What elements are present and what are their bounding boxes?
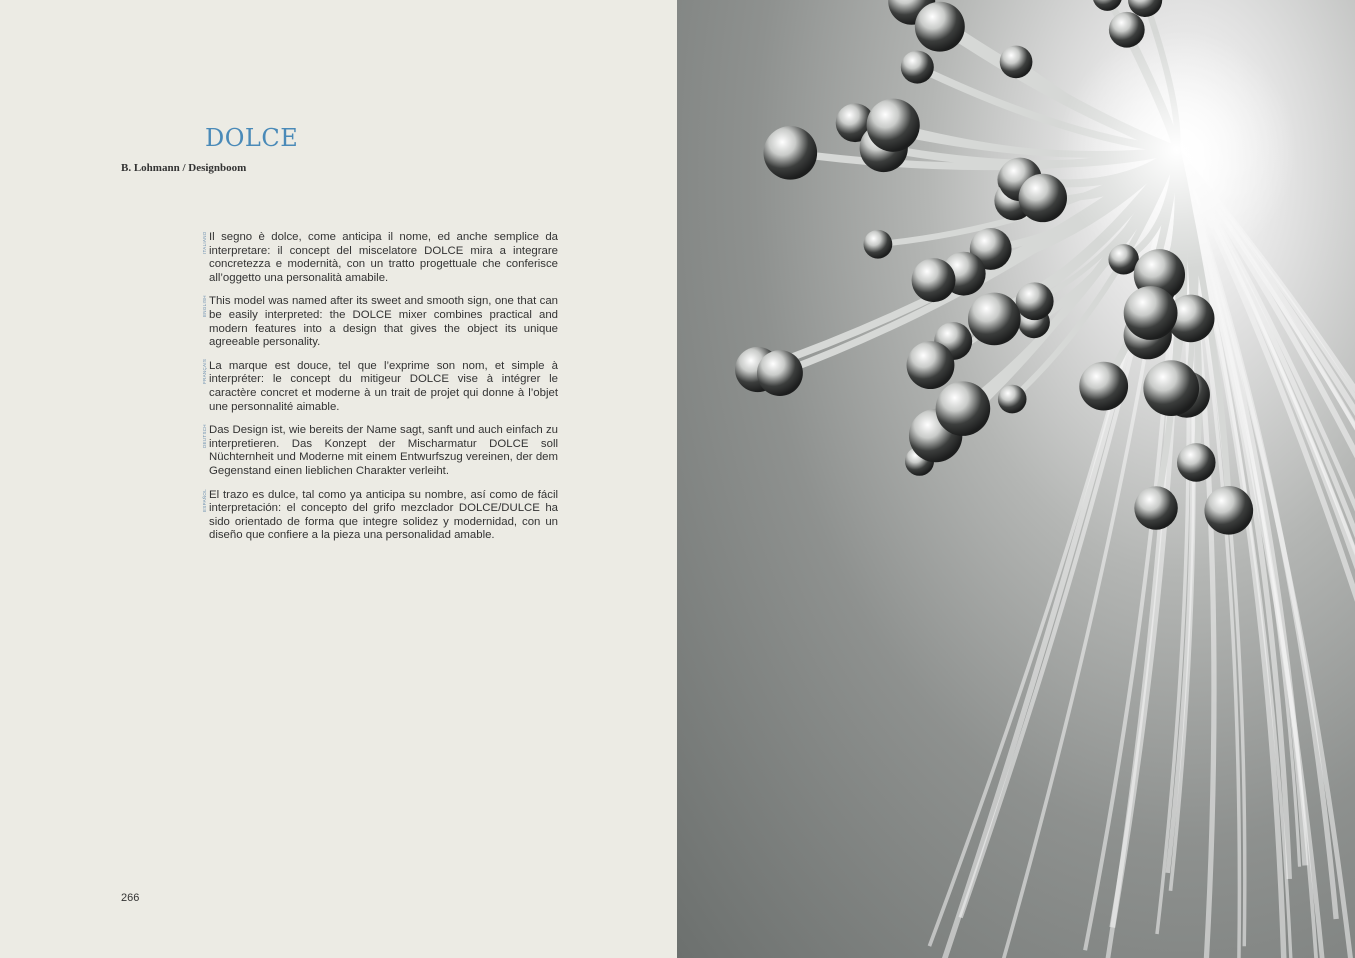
paragraph-italiano [198,231,558,285]
language-label: ESPAÑOL [202,488,207,512]
paragraph-english [198,295,558,349]
chrome-sphere [1019,174,1067,222]
chrome-sphere [1000,46,1033,79]
chrome-sphere [998,385,1027,414]
paragraph-text: El trazo es dulce, tal como ya anticipa su nombre, así como de fácil interpretación: el concepto del grifo mezclador DOLCE/DULCE ha sido orientado de forma que integre solidez y modernidad, con un diseño que confiere a la pieza una personalidad amable. [209,488,558,542]
chrome-sphere [764,126,818,180]
product-photo [677,0,1355,958]
language-label: DEUTSCH [202,424,207,448]
designer-credit: B. Lohmann / Designboom [121,162,247,174]
chrome-sphere [912,258,956,302]
paragraph-text: La marque est douce, tel que l’exprime son nom, et simple à interpréter: le concept du mitigeur DOLCE vise à intégrer le caractère concret et moderne à un trait de projet qui donne à l’objet une personnalité aimable. [209,359,558,413]
paragraph-text: Das Design ist, wie bereits der Name sagt, sanft und auch einfach zu interpretieren. Das Konzept der Mischarmatur DOLCE soll Nüchternheit und Moderne mit einem Entwurfszug vereinen, der dem Gegenstand einen lieblichen Charakter verleiht. [209,424,558,477]
language-label: FRANÇAIS [202,358,207,384]
chrome-sphere [907,341,955,389]
chrome-sphere [1177,443,1216,482]
language-label: ENGLISH [202,295,207,318]
paragraph-text: Il segno è dolce, come anticipa il nome, ed anche semplice da interpretare: il concept del miscelatore DOLCE mira a integrare concretezza e modernità, con un tratto progettuale che conferisce all’oggetto una personalità amabile. [209,231,558,284]
chrome-sphere [1079,362,1128,411]
paragraph-deutsch [198,424,558,478]
chrome-sphere [864,230,893,259]
chrome-sphere [1109,12,1145,48]
light-glow [1057,30,1297,270]
chrome-sphere [936,381,991,436]
left-page [0,0,677,958]
chrome-sphere [901,51,934,84]
chrome-sphere [1134,486,1177,529]
chrome-sphere [1124,286,1178,340]
paragraph-francais [198,360,558,414]
chrome-sphere [968,293,1021,346]
language-label: ITALIANO [202,231,207,254]
page-title: DOLCE [205,124,299,152]
chrome-sphere [1016,282,1054,320]
page-number: 266 [121,892,140,904]
chrome-sphere [757,350,803,396]
chrome-sphere [867,99,920,152]
paragraph-espanol [198,489,558,543]
chrome-sphere [1204,486,1253,535]
chrome-sphere [1143,360,1199,416]
paragraph-text: This model was named after its sweet and smooth sign, one that can be easily interpreted: the DOLCE mixer combines practical and modern features into a design that gives the object its unique agreeable personality. [209,295,558,349]
chrome-sphere [915,2,965,52]
chrome-sphere-lamp-image [677,0,1355,958]
description-block [198,231,558,553]
